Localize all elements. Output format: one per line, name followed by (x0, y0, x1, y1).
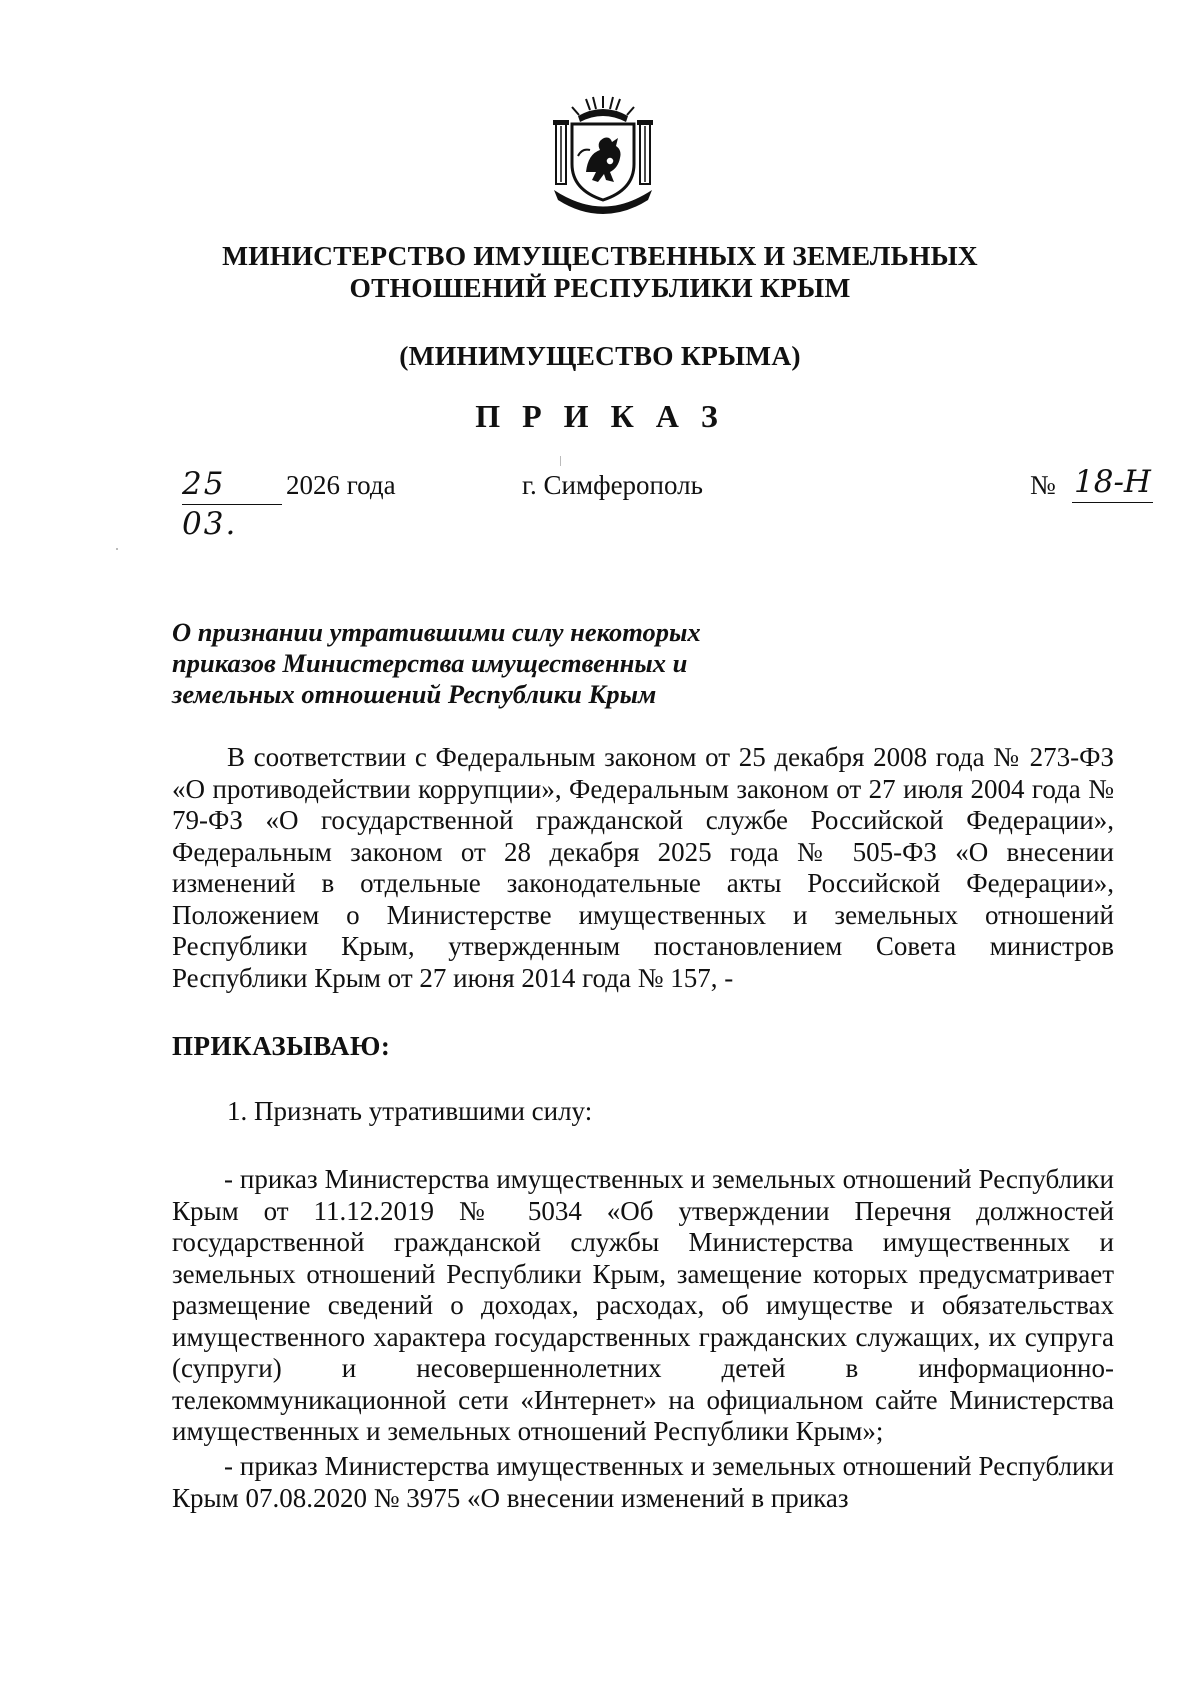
revoked-order-paragraph-2: - приказ Министерства имущественных и земельных отношений Республики Крым 07.08.2020 № 3975 «О внесении изменений в приказ (172, 1451, 1114, 1513)
scan-speck (116, 548, 118, 550)
preamble-paragraph: В соответствии с Федеральным законом от 25 декабря 2008 года № 273-ФЗ «О противодействии коррупции», Федеральным законом от 27 июля 2004 года № 79-ФЗ «О государственной гражданской службе Российской Федерации», Федеральным законом от 28 декабря 2025 года № 505-ФЗ «О внесении изменений в отдельные законодательные акты Российской Федерации», Положением о Министерстве имущественных и земельных отношений Республики Крым, утвержденным постановлением Совета министров Республики Крым от 27 июня 2014 года № 157, - (172, 742, 1114, 993)
revoked-order-paragraph-1: - приказ Министерства имущественных и земельных отношений Республики Крым от 11.12.2019 № 5034 «Об утверждении Перечня должностей государственной гражданской службы Министерства имущественных и земельных отношений Республики Крым, замещение которых предусматривает размещение сведений о доходах, расходах, об имуществе и обязательствах имущественного характера государственных гражданских служащих, их супруга (супруги) и несовершеннолетних детей в информационно-телекоммуникационной сети «Интернет» на официальном сайте Министерства имущественных и земельных отношений Республики Крым»; (172, 1164, 1114, 1446)
order-subject (172, 617, 812, 710)
year-text: 2026 года (286, 470, 396, 500)
dateline (0, 464, 1200, 542)
handwritten-order-number: 18-Н (1072, 462, 1153, 503)
handwritten-date: 25 03. (182, 464, 282, 505)
subject-line: О признании утратившими силу некоторых (172, 617, 701, 647)
order-directive-word: ПРИКАЗЫВАЮ: (172, 1031, 391, 1061)
order-item-1: 1. Признать утратившими силу: (227, 1096, 593, 1126)
number-sign: № (1030, 470, 1056, 500)
subject-line: приказов Министерства имущественных и (172, 648, 688, 678)
subject-line: земельных отношений Республики Крым (172, 679, 657, 709)
ministry-name-line1: МИНИСТЕРСТВО ИМУЩЕСТВЕННЫХ И ЗЕМЕЛЬНЫХ (222, 240, 978, 271)
scan-speck (560, 456, 561, 466)
city-name: г. Симферополь (522, 470, 703, 500)
document-type-title: П Р И К А З (475, 398, 725, 434)
ministry-name-line2: ОТНОШЕНИЙ РЕСПУБЛИКИ КРЫМ (349, 272, 851, 303)
ministry-short-name: (МИНИМУЩЕСТВО КРЫМА) (399, 340, 801, 371)
crimea-coat-of-arms-icon (548, 94, 658, 216)
